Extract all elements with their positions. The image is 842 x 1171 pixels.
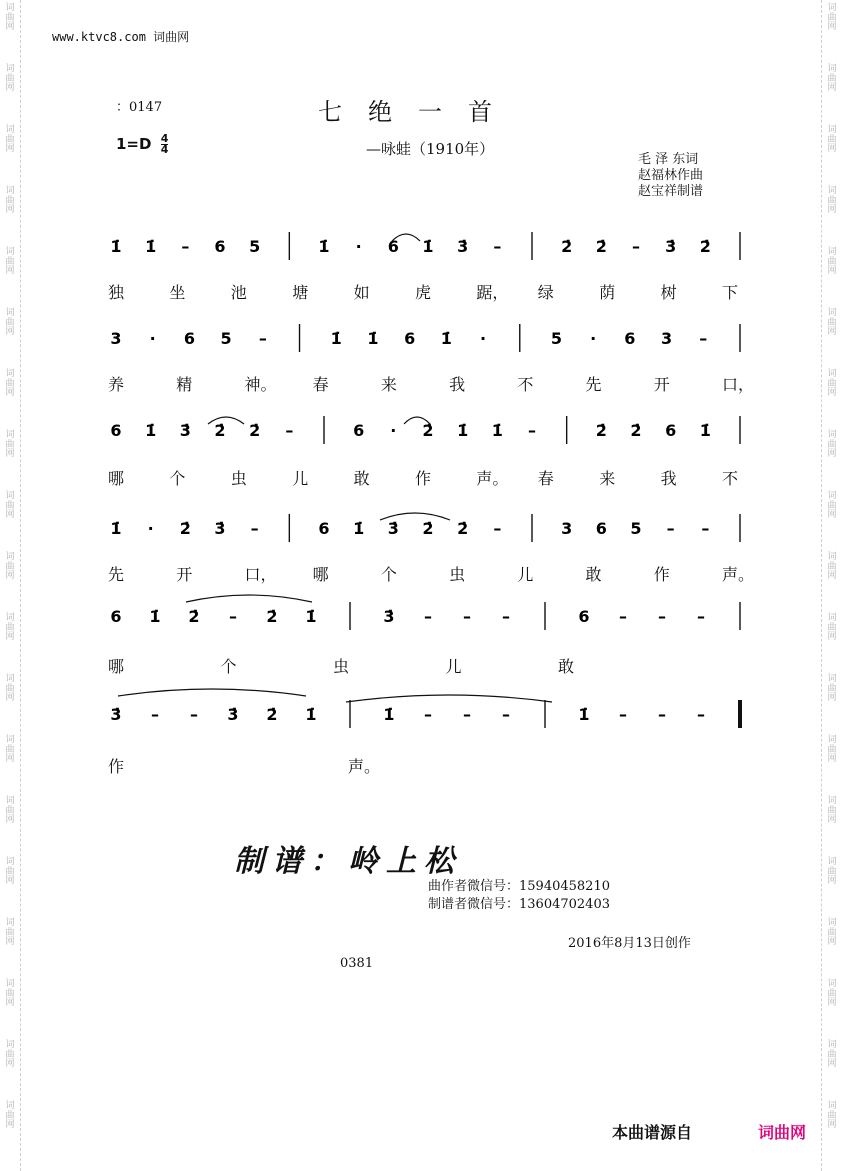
wechat-info (428, 878, 610, 914)
note: 1̇ (330, 329, 342, 348)
watermark-item: 词 曲 网 (827, 430, 837, 459)
lyric-word: 作 (108, 757, 125, 776)
note: 6 (578, 607, 590, 626)
note: 1̇ (353, 519, 365, 538)
watermark-item: 词 曲 网 (827, 1040, 837, 1069)
augmentation-dot: · (147, 519, 154, 538)
note: 5 (630, 519, 642, 538)
sustain-dash: – (151, 705, 159, 724)
lyric-word: 下 (722, 283, 739, 302)
note: 6 (110, 421, 122, 440)
note: 6 (183, 329, 195, 348)
page-number: 0381 (340, 956, 374, 971)
slur (118, 689, 306, 696)
slur (346, 695, 552, 702)
lyric-word: 敢 (585, 565, 602, 584)
note: 2̇ (249, 421, 261, 440)
watermark-item: 词 曲 网 (827, 1101, 837, 1130)
lyric-word: 儿 (292, 469, 309, 488)
lyric-word: 先 (585, 375, 602, 394)
watermark-item: 词 曲 网 (827, 186, 837, 215)
lyric-word: 春 (537, 469, 554, 488)
note: 3̇ (387, 519, 399, 538)
lyric-word: 绿 (537, 283, 554, 302)
lyric-word: 不 (722, 469, 739, 488)
watermark-item: 词 曲 网 (5, 491, 15, 520)
note: 1̇ (457, 421, 469, 440)
watermark-item: 词 曲 网 (827, 979, 837, 1008)
lyric-word: 春 (312, 375, 329, 394)
key-label: 1=D (116, 135, 152, 153)
note: 2̇ (214, 421, 226, 440)
lyric-word: 哪 (312, 565, 329, 584)
lyric-word: 踞， (476, 283, 509, 302)
note: 6 (665, 421, 677, 440)
lyric-word: 虫 (230, 469, 247, 488)
augmentation-dot: · (149, 329, 156, 348)
note: 2̇ (630, 421, 642, 440)
note: 6 (214, 237, 226, 256)
lyric-word: 作 (653, 565, 670, 584)
note: 1̇ (145, 421, 157, 440)
lyric-word: 声。 (348, 757, 381, 776)
sustain-dash: – (658, 705, 666, 724)
note: 3̇ (227, 705, 239, 724)
lyric-word: 个 (169, 469, 186, 488)
sustain-dash: – (502, 607, 510, 626)
note: 1̇ (699, 421, 711, 440)
note: 1̇ (305, 705, 317, 724)
lyric-word: 来 (599, 469, 616, 488)
lyricist: 毛 泽 东词 (638, 152, 699, 167)
note: 3 (661, 329, 673, 348)
note: 2̇ (422, 421, 434, 440)
sustain-dash: – (493, 519, 502, 538)
lyric-word: 塘 (292, 283, 309, 302)
time-bottom: 4 (160, 143, 169, 156)
augmentation-dot: · (480, 329, 487, 348)
note: 2̇ (595, 237, 607, 256)
watermark-item: 词 曲 网 (5, 125, 15, 154)
note: 2̇ (595, 421, 607, 440)
note: 6 (595, 519, 607, 538)
lyric-word: 虫 (333, 657, 350, 676)
watermark-item: 词 曲 网 (5, 552, 15, 581)
lyric-word: 哪 (108, 469, 125, 488)
sustain-dash: – (285, 421, 294, 440)
composer: 赵福林作曲 (638, 168, 704, 183)
lyric-word: 敢 (558, 657, 575, 676)
note: 1̇ (422, 237, 434, 256)
note: 1̇ (440, 329, 452, 348)
augmentation-dot: · (355, 237, 362, 256)
slur (208, 417, 244, 424)
song-code: ：0147 (116, 100, 163, 115)
sustain-dash: – (463, 705, 471, 724)
note: 3 (110, 329, 122, 348)
composition-date: 2016年8月13日创作 (568, 936, 691, 951)
watermark-item: 词 曲 网 (5, 3, 15, 32)
note: 1̇ (367, 329, 379, 348)
watermark-item: 词 曲 网 (827, 247, 837, 276)
note: 5 (550, 329, 563, 348)
watermark-item: 词 曲 网 (827, 552, 837, 581)
note: 1̇ (145, 237, 157, 256)
watermark-item: 词 曲 网 (827, 857, 837, 886)
lyric-word: 虎 (415, 283, 432, 302)
song-title: 七绝一首 (318, 98, 518, 126)
note: 3̇ (179, 421, 191, 440)
sustain-dash: – (502, 705, 510, 724)
watermark-item: 词 曲 网 (827, 796, 837, 825)
note: 3̇ (383, 607, 395, 626)
lyric-word: 坐 (169, 283, 186, 302)
watermark-item: 词 曲 网 (5, 796, 15, 825)
lyric-word: 作 (415, 469, 432, 488)
note: 1̇ (110, 519, 122, 538)
note: 2̇ (266, 705, 278, 724)
note: 1̇ (578, 705, 590, 724)
note: 6 (353, 421, 365, 440)
watermark-item: 词 曲 网 (5, 857, 15, 886)
sustain-dash: – (181, 237, 190, 256)
slur (186, 595, 312, 602)
sustain-dash: – (258, 329, 267, 348)
composer-wechat: 曲作者微信号：15940458210 (428, 879, 610, 894)
arranger-wechat: 制谱者微信号：13604702403 (428, 897, 610, 912)
augmentation-dot: · (390, 421, 397, 440)
watermark-item: 词 曲 网 (827, 735, 837, 764)
lyric-word: 个 (220, 657, 237, 676)
note: 2̇ (266, 607, 278, 626)
note: 3̇ (457, 237, 469, 256)
note: 6 (318, 519, 330, 538)
sustain-dash: – (424, 607, 432, 626)
watermark-item: 词 曲 网 (5, 308, 15, 337)
lyric-word: 神。 (244, 375, 277, 394)
watermark-item: 词 曲 网 (827, 674, 837, 703)
sustain-dash: – (619, 607, 627, 626)
note: 6 (387, 237, 399, 256)
watermark-item: 词 曲 网 (5, 674, 15, 703)
note: 1̇ (110, 237, 122, 256)
lyric-word: 池 (230, 283, 247, 302)
watermark-item: 词 曲 网 (5, 979, 15, 1008)
note: 6 (404, 329, 416, 348)
sustain-dash: – (190, 705, 198, 724)
sustain-dash: – (697, 705, 705, 724)
note: 3̇ (110, 705, 122, 724)
note: 2̇ (561, 237, 573, 256)
note: 6 (624, 329, 636, 348)
watermark-item: 词 曲 网 (827, 125, 837, 154)
source-label: 本曲谱源自 (612, 1123, 693, 1142)
sustain-dash: – (697, 607, 705, 626)
lyric-word: 先 (108, 565, 125, 584)
watermark-item: 词 曲 网 (5, 369, 15, 398)
sustain-dash: – (701, 519, 710, 538)
lyric-word: 开 (176, 565, 193, 584)
watermark-item: 词 曲 网 (827, 64, 837, 93)
arranger: 赵宝祥制谱 (638, 184, 704, 199)
watermark-item: 词 曲 网 (5, 735, 15, 764)
lyric-word: 不 (517, 375, 534, 394)
site-url[interactable]: www.ktvc8.com 词曲网 (52, 30, 190, 44)
sustain-dash: – (658, 607, 666, 626)
lyric-word: 儿 (445, 657, 462, 676)
note: 5 (249, 237, 261, 256)
watermark-item: 词 曲 网 (5, 1040, 15, 1069)
note: 5 (220, 329, 232, 348)
lyric-word: 我 (660, 469, 677, 488)
signature: 制谱：岭上松 (234, 844, 462, 879)
sustain-dash: – (229, 607, 237, 626)
time-top: 4 (160, 132, 169, 145)
lyric-word: 敢 (353, 469, 370, 488)
lyric-word: 虫 (449, 565, 466, 584)
watermark-item: 词 曲 网 (827, 491, 837, 520)
lyric-word: 独 (108, 283, 125, 302)
note: 1̇ (383, 705, 395, 724)
lyric-word: 声。 (722, 565, 755, 584)
watermark-item: 词 曲 网 (5, 1101, 15, 1130)
lyric-word: 口， (244, 565, 277, 584)
lyric-word: 儿 (517, 565, 534, 584)
lyric-word: 个 (380, 565, 397, 584)
note: 1̇ (149, 607, 161, 626)
note: 1̇ (491, 421, 503, 440)
lyric-word: 荫 (599, 283, 616, 302)
watermark-item: 词 曲 网 (5, 430, 15, 459)
note: 2̇ (179, 519, 191, 538)
note: 2̇ (699, 237, 711, 256)
note: 2̇ (188, 607, 200, 626)
note: 2̇ (457, 519, 469, 538)
watermark-item: 词 曲 网 (827, 369, 837, 398)
augmentation-dot: · (590, 329, 597, 348)
lyric-word: 树 (660, 283, 677, 302)
sustain-dash: – (528, 421, 536, 440)
lyric-word: 口， (722, 375, 755, 394)
sustain-dash: – (619, 705, 627, 724)
source-brand[interactable]: 词曲网 (758, 1123, 807, 1142)
watermark-item: 词 曲 网 (5, 613, 15, 642)
sustain-dash: – (424, 705, 432, 724)
note: 3̇ (665, 237, 677, 256)
watermark-item: 词 曲 网 (5, 918, 15, 947)
sustain-dash: – (493, 237, 502, 256)
note: 3 (561, 519, 573, 538)
lyric-word: 精 (176, 375, 193, 394)
watermark-item: 词 曲 网 (5, 186, 15, 215)
watermark-item: 词 曲 网 (5, 64, 15, 93)
note: 6 (110, 607, 122, 626)
watermark-item: 词 曲 网 (827, 3, 837, 32)
sustain-dash: – (250, 519, 259, 538)
song-subtitle: —咏蛙（1910年） (366, 140, 495, 158)
note: 1̇ (305, 607, 317, 626)
sustain-dash: – (463, 607, 471, 626)
lyric-word: 来 (380, 375, 397, 394)
lyric-word: 开 (653, 375, 670, 394)
sustain-dash: – (632, 237, 640, 256)
lyric-word: 养 (108, 375, 125, 394)
note: 3̇ (214, 519, 226, 538)
watermark-item: 词 曲 网 (827, 613, 837, 642)
lyric-word: 如 (353, 283, 370, 302)
sustain-dash: – (699, 329, 708, 348)
lyric-word: 哪 (108, 657, 125, 676)
sustain-dash: – (666, 519, 675, 538)
note: 2̇ (422, 519, 434, 538)
watermark-item: 词 曲 网 (5, 247, 15, 276)
note: 1̇ (318, 237, 330, 256)
lyric-word: 声。 (476, 469, 509, 488)
watermark-item: 词 曲 网 (827, 918, 837, 947)
watermark-item: 词 曲 网 (827, 308, 837, 337)
lyric-word: 我 (449, 375, 466, 394)
